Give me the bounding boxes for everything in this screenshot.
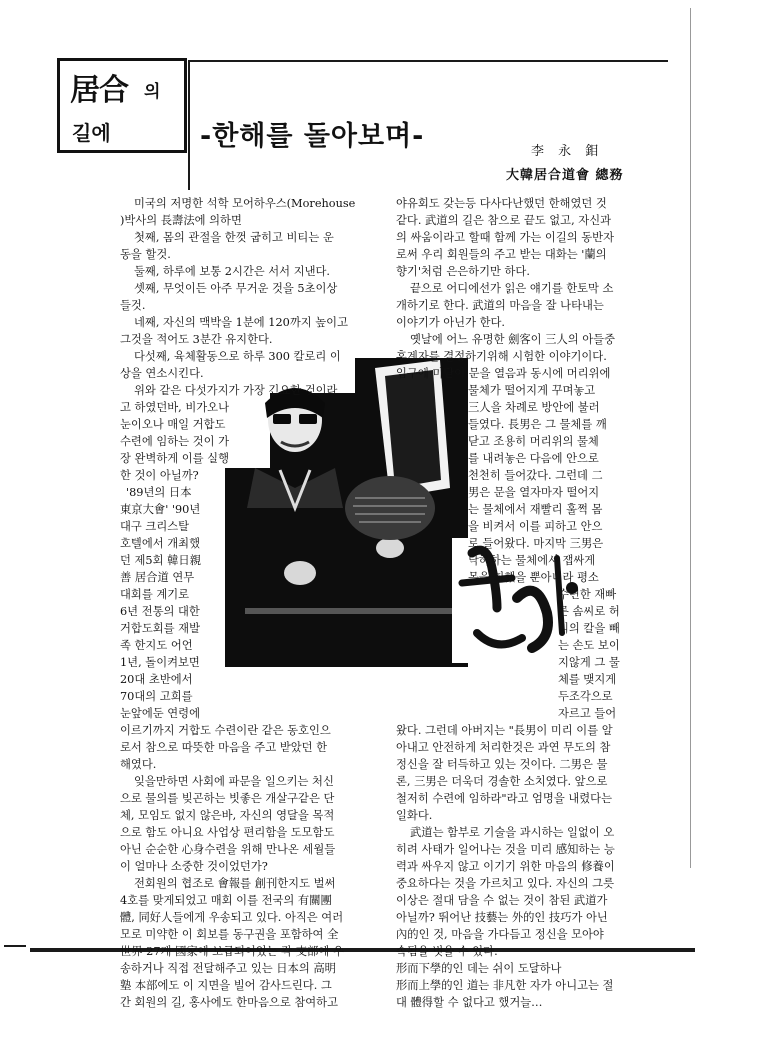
right-line: 이야기가 아닌가 한다. <box>396 316 505 329</box>
right-column <box>396 195 658 1011</box>
right-line: 三人을 차례로 방안에 불러 <box>468 401 600 414</box>
left-line: 첫째, 몸의 관절을 한껏 굽히고 비티는 운 <box>134 231 334 244</box>
right-line: 른 솜씨로 허 <box>558 605 620 618</box>
left-line: 호텔에서 개최했 <box>120 537 200 550</box>
right-line: 개하기로 한다. 武道의 마음을 잘 나타내는 <box>396 299 604 312</box>
right-line: 대 體得할 수 없다고 했거늘… <box>396 996 543 1009</box>
right-line: 야유회도 갖는등 다사다난했던 한해였던 것 <box>396 197 607 210</box>
left-line: 으로 물의를 빚곤하는 빗좋은 개살구같은 단 <box>120 792 335 805</box>
left-line: 이 얼마나 소중한 것이었던가? <box>120 860 268 873</box>
left-line: 상을 연소시킨다. <box>120 367 204 380</box>
bottom-mark <box>4 945 26 947</box>
right-line: 끝으로 어디에선가 읽은 얘기를 한토막 소 <box>410 282 614 295</box>
left-line: 전회원의 협조로 會報를 創刊한지도 벌써 <box>134 877 336 890</box>
left-line: 世界 27개 國家에 보급되어있는 각 支部에 우 <box>120 945 344 958</box>
right-line: 히려 사태가 일어나는 것을 미리 感知하는 능 <box>396 843 615 856</box>
right-line: 자르고 들어 <box>558 707 617 720</box>
right-line: 체를 맺지게 <box>558 673 617 686</box>
right-line: 왔다. 그런데 아버지는 "長男이 미리 이를 알 <box>396 724 613 737</box>
left-line: 체, 모임도 없지 않은바, 자신의 영달을 목적 <box>120 809 335 822</box>
right-line: 들였다. 長男은 그 물체를 깨 <box>468 418 607 431</box>
left-rule <box>188 60 190 190</box>
right-line: 는 손도 보이 <box>558 639 620 652</box>
right-line: 이상은 절대 담을 수 없는 것이 참된 武道가 <box>396 894 608 907</box>
right-line: 후계자를 결정하기위해 시험한 이야기이다. <box>396 350 607 363</box>
left-line: 동을 할것. <box>120 248 171 261</box>
left-line: 눈앞에둔 연령에 <box>120 707 200 720</box>
left-line: 미국의 저명한 석학 모어하우스(Morehouse <box>134 197 356 210</box>
right-line: 의 싸움이라고 할때 함께 가는 이길의 동반자 <box>396 231 614 244</box>
right-line: 지않게 그 물 <box>558 656 620 669</box>
right-line: 철저히 수련에 임하라"라고 엄명을 내렸다는 <box>396 792 612 805</box>
left-line: 둘째, 하루에 보통 2시간은 서서 지낸다. <box>134 265 331 278</box>
left-line: 體, 同好人들에게 우송되고 있다. 아직은 여러 <box>120 911 344 924</box>
left-line: 이르기까지 거합도 수련이란 같은 동호인으 <box>120 724 331 737</box>
left-line: 아닌 순순한 心身수련을 위해 만나온 세월들 <box>120 843 336 856</box>
left-line: 한 것이 아닐까? <box>120 469 199 482</box>
left-line: 1년, 돌이켜보면 <box>120 656 200 669</box>
series-logo-line2: 길에 <box>72 121 111 145</box>
right-line: 로써 우리 회원들의 주고 받는 대화는 '蘭의 <box>396 248 607 261</box>
right-line: 력과 싸우지 않고 이기기 위한 마음의 修養이 <box>396 860 615 873</box>
left-line: 대구 크리스탈 <box>120 520 190 533</box>
series-logo-main: 居合 <box>70 73 128 108</box>
left-line: 네째, 자신의 맥박을 1분에 120까지 높이고 <box>134 316 348 329</box>
left-line: 해였다. <box>120 758 157 771</box>
left-line: 4호를 맞게되었고 매회 이를 전국의 有關團 <box>120 894 332 907</box>
series-logo-particle: 의 <box>144 82 161 102</box>
right-line: 男은 문을 열자마자 떨어지 <box>468 486 600 499</box>
left-line: 6년 전통의 대한 <box>120 605 200 618</box>
right-line: 形而下學的인 데는 쉬이 도달하나 <box>396 962 562 975</box>
right-line: 옛날에 어느 유명한 劍客이 三人의 아들중 <box>410 333 616 346</box>
left-line: 잊을만하면 사회에 파문을 일으키는 처신 <box>134 775 334 788</box>
right-line: 낙하하는 물체에서 잽싸게 <box>468 554 596 567</box>
right-line: 形而上學的인 道는 非凡한 자가 아니고는 절 <box>396 979 614 992</box>
author-name: 李 永 鉬 <box>531 144 604 159</box>
right-line: 리의 칼을 빼 <box>558 622 620 635</box>
right-line: 는 물체에서 재빨리 훌쩍 몸 <box>468 503 603 516</box>
left-line: 수련에 임하는 것이 가 <box>120 435 229 448</box>
right-line: 정신을 잘 터득하고 있는 것이다. 二男은 물 <box>396 758 608 771</box>
left-line: 간 회원의 길, 홍사에도 한마음으로 참여하고 <box>120 996 338 1009</box>
left-line: 모로 미약한 이 회보를 동구권을 포함하여 全 <box>120 928 339 941</box>
left-line: 20대 초반에서 <box>120 673 193 686</box>
right-line: 아내고 안전하게 처리한것은 과연 무도의 참 <box>396 741 611 754</box>
left-line: )박사의 長壽法에 의하면 <box>120 214 242 227</box>
left-line: 대회를 계기로 <box>120 588 190 601</box>
left-line: 70대의 고희를 <box>120 690 193 703</box>
left-line: 장 완벽하게 이를 실행 <box>120 452 229 465</box>
top-rule <box>190 60 668 62</box>
right-line: 를 내려놓은 다음에 안으로 <box>468 452 599 465</box>
left-line: 善 居合道 연무 <box>120 571 195 584</box>
left-line: 거합도회를 재발 <box>120 622 200 635</box>
right-line: 아닐까? 뛰어난 技藝는 外的인 技巧가 아닌 <box>396 911 608 924</box>
right-line: 닫고 조용히 머리위의 물체 <box>468 435 599 448</box>
right-line: 론, 三男은 더욱더 경솔한 소치였다. 앞으로 <box>396 775 608 788</box>
left-line: 송하거나 직접 전달해주고 있는 日本의 高明 <box>120 962 336 975</box>
right-line: 같다. 武道의 길은 참으로 끝도 없고, 자신과 <box>396 214 612 227</box>
left-line: 고 하였던바, 비가오나 <box>120 401 229 414</box>
right-line: 향기'처럼 은은하기만 하다. <box>396 265 530 278</box>
right-line: 입구에 미닫이 문을 열음과 동시에 머리위에 <box>396 367 611 380</box>
right-line: 內的인 것, 마음을 가다듬고 정신을 모아야 <box>396 928 604 941</box>
article-title: -한해를 돌아보며- <box>200 121 425 152</box>
right-line: 두조각으로 <box>558 690 613 703</box>
right-line: 武道는 함부로 기술을 과시하는 일없이 오 <box>410 826 615 839</box>
series-logo <box>57 58 187 153</box>
left-line: 셋째, 무엇이든 아주 무거운 것을 5초이상 <box>134 282 338 295</box>
right-line: 물체가 떨어지게 꾸며놓고 <box>468 384 596 397</box>
left-line: 東京大會' '90년 <box>120 503 201 516</box>
left-line: 塾 本部에도 이 지면을 빌어 감사드린다. 그 <box>120 979 332 992</box>
left-column <box>120 195 380 1011</box>
left-line: 족 한지도 어언 <box>120 639 193 652</box>
left-line: 들것. <box>120 299 146 312</box>
left-line: 던 제5회 韓日親 <box>120 554 201 567</box>
left-line: '89년의 日本 <box>126 486 192 499</box>
right-line: 수련한 재빠 <box>558 588 617 601</box>
right-line: 중요하다는 것을 가르치고 있다. 자신의 그릇 <box>396 877 614 890</box>
right-line: 로 들어왔다. 마지막 三男은 <box>468 537 604 550</box>
left-line: 위와 같은 다섯가지가 가장 긴요한 것이라 <box>134 384 338 397</box>
left-line: 로서 참으로 따뜻한 마음을 주고 받았던 한 <box>120 741 328 754</box>
right-line: 천천히 들어갔다. 그런데 二 <box>468 469 603 482</box>
left-line: 눈이오나 매일 거합도 <box>120 418 226 431</box>
left-line: 그것을 적어도 3분간 유지한다. <box>120 333 273 346</box>
left-line: 다섯째, 육체활동으로 하루 300 칼로리 이 <box>134 350 341 363</box>
author-affiliation: 大韓居合道會 總務 <box>506 168 624 183</box>
right-line: 을 비켜서 이를 피하고 안으 <box>468 520 603 533</box>
right-line: 일화다. <box>396 809 433 822</box>
left-line: 으로 함도 아니요 사업상 편리함을 도모함도 <box>120 826 335 839</box>
page-edge-line <box>690 8 691 868</box>
right-line: 몸을 피했을 뿐아니라 평소 <box>468 571 599 584</box>
right-line: 속됨을 벗을 수 있다. <box>396 945 498 958</box>
